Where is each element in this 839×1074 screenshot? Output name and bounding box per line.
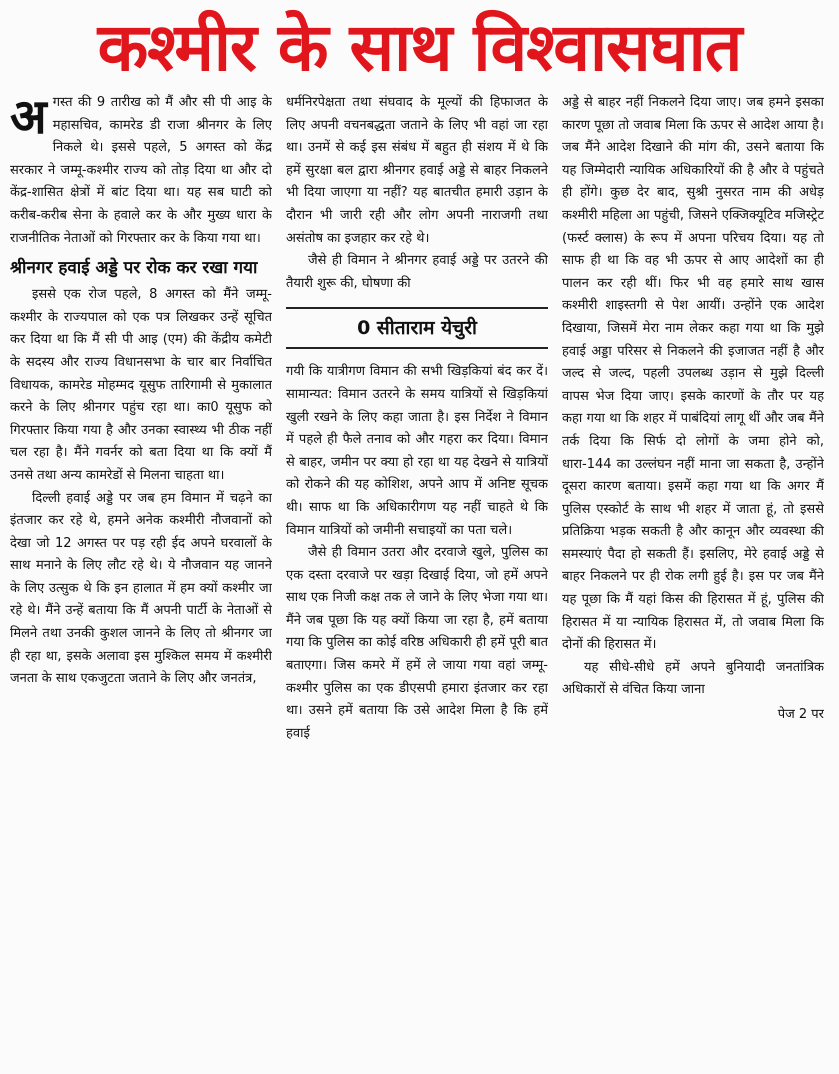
article-body <box>10 92 829 1070</box>
column-1 <box>10 92 272 1070</box>
paragraph: जैसे ही विमान ने श्रीनगर हवाई अड्डे पर उतरने की तैयारी शुरू की, घोषणा की <box>286 253 548 291</box>
byline: 0 सीताराम येचुरी <box>286 307 548 349</box>
column-3 <box>562 92 824 1070</box>
paragraph: अड्डे से बाहर नहीं निकलने दिया जाए। जब हमने इसका कारण पूछा तो जवाब मिला कि ऊपर से आदेश आया है। जब मैंने आदेश दिखाने की मांग की, उसने बताया कि यह जिम्मेदारी न्यायिक अधिकारियों की है और वे पहुंचते ही होंगे। कुछ देर बाद, सुश्री नुसरत नाम की अधेड़ कश्मीरी महिला आ पहुंची, जिसने एक्जिक्यूटिव मजिस्ट्रेट (फर्स्ट क्लास) के रूप में अपना परिचय दिया। यह तो साफ ही था कि वह भी ऊपर से आए आदेशों का ही पालन कर रही थीं। फिर भी वह हमारे साथ खास कश्मीरी शाइस्तगी से पेश आयीं। उन्होंने एक आदेश दिखाया, जिसमें मेरा नाम लेकर कहा गया था कि मुझे हवाई अड्डा परिसर से निकलने की इजाजत नहीं है और जल्द से जल्द, पहली उपलब्ध उड़ान से मुझे दिल्ली वापस भेज दिया जाए। इसके कारणों के तौर पर यह कहा गया था कि शहर में पाबंदियां लागू थीं और जब मैंने तर्क दिया कि सिर्फ दो लोगों के जमा होने को, धारा-144 का उल्लंघन नहीं माना जा सकता है, उन्होंने दूसरा कारण बताया। इसमें कहा गया था कि अगर मैं पुलिस एस्कोर्ट के साथ भी शहर में जाता हूं, तो इससे प्रतिक्रिया भड़क सकती है और कानून और व्यवस्था की समस्याएं पैदा हो सकती हैं। इसलिए, मेरे हवाई अड्डे से बाहर निकलने पर ही रोक लगी हुई है। इस पर जब मैंने यह पूछा कि मैं यहां किस की हिरासत में हूं, पुलिस की हिरासत में या न्यायिक हिरासत में, तो जवाब मिला कि दोनों की हिरासत में। <box>562 95 824 653</box>
column-2 <box>286 92 548 1070</box>
subheading: श्रीनगर हवाई अड्डे पर रोक कर रखा गया <box>10 258 258 279</box>
paragraph: जैसे ही विमान उतरा और दरवाजे खुले, पुलिस का एक दस्ता दरवाजे पर खड़ा दिखाई दिया, जो हमें अपने साथ एक निजी कक्ष तक ले जाने के लिए भेजा गया था। मैंने जब पूछा कि यह क्यों किया जा रहा है, हमें बताया गया कि पुलिस का कोई वरिष्ठ अधिकारी ही हमें पूरी बात बताएगा। जिस कमरे में हमें ले जाया गया वहां जम्मू-कश्मीर पुलिस का एक डीएसपी हमारा इंतजार कर रहा था। उसने हमें बताया कि उसे आदेश मिला है कि हमें हवाई <box>286 545 548 741</box>
paragraph: इससे एक रोज पहले, 8 अगस्त को मैंने जम्मू-कश्मीर के राज्यपाल को एक पत्र लिखकर उन्हें सूचित कर दिया था कि मैं सी पी आइ (एम) की केंद्रीय कमेटी के सदस्य और राज्य विधानसभा के चार बार निर्वाचित विधायक, कामरेड मोहम्मद यूसुफ तारिगामी से मुकालात करने के लिए श्रीनगर पहुंच रहा था। का0 यूसुफ को गिरफ्तार किया गया है और उनका स्वास्थ्य भी ठीक नहीं चल रहा है। मैंने गवर्नर को बता दिया था कि क्यों मैं उनसे तथा अन्य कामरेडों से मिलना चाहता था। <box>10 287 272 483</box>
continued-on-page-label: पेज 2 पर <box>777 707 824 723</box>
paragraph: दिल्ली हवाई अड्डे पर जब हम विमान में चढ़ने का इंतजार कर रहे थे, हमने अनेक कश्मीरी नौजवानों को देखा जो 12 अगस्त पर पड़ रही ईद अपने घरवालों के साथ मनाने के लिए लौट रहे थे। ये नौजवान यह जानने के लिए उत्सुक थे कि इन हालात में हम क्यों कश्मीर जा रहे थे। मैंने उन्हें बताया कि मैं अपनी पार्टी के नेताओं से मिलने तथा उनकी कुशल जानने के लिए तो श्रीनगर जा ही रहा था, इसके अलावा इस मुश्किल समय में कश्मीरी जनता के साथ एकजुटता जताने के लिए और जनतंत्र, <box>10 490 272 687</box>
paragraph: धर्मनिरपेक्षता तथा संघवाद के मूल्यों की हिफाजत के लिए अपनी वचनबद्धता जताने के लिए भी वहां जा रहा था। उनमें से कई इस संबंध में बहुत ही संशय में थे कि हमें सुरक्षा बल द्वारा श्रीनगर हवाई अड्डे से बाहर निकलने भी दिया जाएगा या नहीं? यह बातचीत हमारी उड़ान के दौरान भी जारी रही और लोग अपनी नाराजगी तथा असंतोष का इजहार कर रहे थे। <box>286 95 548 246</box>
paragraph: यह सीधे-सीधे हमें अपने बुनियादी जनतांत्रिक अधिकारों से वंचित किया जाना <box>562 659 824 698</box>
paragraph <box>10 92 272 250</box>
headline: कश्मीर के साथ विश्वासघात <box>97 9 742 86</box>
paragraph-text: गस्त की 9 तारीख को मैं और सी पी आइ के महासचिव, कामरेड डी राजा श्रीनगर के लिए निकले थे। इससे पहले, 5 अगस्त को केंद्र सरकार ने जम्मू-कश्मीर राज्य को तोड़ दिया था और दो केंद्र-शासित क्षेत्रों में बांट दिया था। यह सब घाटी को करीब-करीब सेना के हवाले कर के और मुख्य धारा के राजनीतिक नेताओं को गिरफ्तार कर के किया गया था। <box>10 95 272 246</box>
drop-cap: अ <box>10 92 47 145</box>
paragraph: गयी कि यात्रीगण विमान की सभी खिड़कियां बंद कर दें। सामान्यत: विमान उतरने के समय यात्रियों से खिड़कियां खुली रखने के लिए कहा जाता है। इस निर्देश ने विमान में पहले ही फैले तनाव को और गहरा कर दिया। विमान से बाहर, जमीन पर क्या हो रहा था यह देखने से यात्रियों को रोकने की यह कोशिश, अपने आप में अनिष्ट सूचक थी। साफ था कि अधिकारीगण यह नहीं चाहते थे कि विमान यात्रियों को जमीनी सचाइयों का पता चले। <box>286 364 548 538</box>
